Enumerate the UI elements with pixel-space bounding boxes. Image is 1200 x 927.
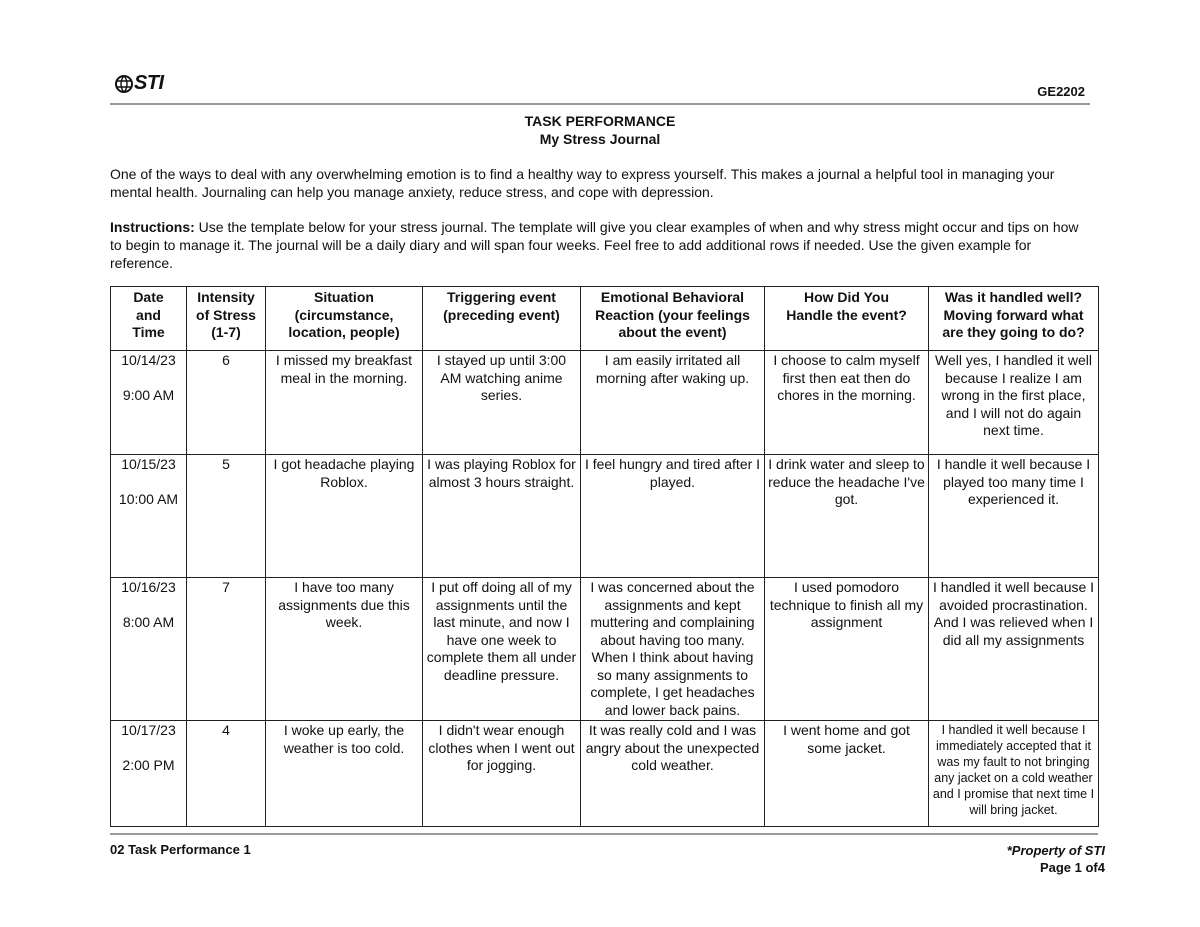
sti-globe-icon (115, 74, 133, 94)
date-time-cell (111, 351, 187, 455)
intro-paragraph: One of the ways to deal with any overwhelming emotion is to find a healthy way to express yourself. This makes a journal a helpful tool in managing your mental health. Journaling can help you manage anxiety, reduce stress, and cope with depression. (110, 166, 1055, 200)
page-title: TASK PERFORMANCE (524, 113, 676, 129)
handled-well-cell: I handle it well because I played too many time I experienced it. (929, 455, 1099, 578)
table-row (111, 721, 1099, 827)
situation-cell: I missed my breakfast meal in the morning. (266, 351, 423, 455)
header-triggering-event: Triggering event (preceding event) (423, 287, 581, 351)
table-row (111, 578, 1099, 721)
reaction-cell: I am easily irritated all morning after waking up. (581, 351, 765, 455)
trigger-cell: I didn't wear enough clothes when I went out for jogging. (423, 721, 581, 827)
header-handled-well: Was it handled well? Moving forward what are they going to do? (929, 287, 1099, 351)
footer-course-label: 02 Task Performance 1 (110, 842, 251, 857)
header-divider (110, 103, 1090, 105)
reaction-cell: I feel hungry and tired after I played. (581, 455, 765, 578)
date-time-cell (111, 721, 187, 827)
intensity-cell: 6 (187, 351, 266, 455)
entry-date: 10/17/23 (121, 722, 176, 738)
header-how-handled: How Did You Handle the event? (765, 287, 929, 351)
instructions-label: Instructions: (110, 219, 195, 235)
table-header-row (111, 287, 1099, 351)
instructions-paragraph (110, 218, 1092, 272)
footer-right (1007, 842, 1105, 876)
table-row (111, 351, 1099, 455)
entry-date: 10/16/23 (121, 579, 176, 595)
page-number: Page 1 of4 (1039, 860, 1105, 875)
property-notice: *Property of STI (1006, 843, 1105, 858)
handled-cell: I went home and got some jacket. (765, 721, 929, 827)
reaction-cell: It was really cold and I was angry about the unexpected cold weather. (581, 721, 765, 827)
trigger-cell: I put off doing all of my assignments until the last minute, and now I have one week to complete them all under deadline pressure. (423, 578, 581, 721)
entry-date: 10/14/23 (121, 352, 176, 368)
footer-divider (110, 833, 1098, 835)
handled-well-cell: I handled it well because I avoided procrastination. And I was relieved when I did all my assignments (929, 578, 1099, 721)
handled-well-cell: Well yes, I handled it well because I realize I am wrong in the first place, and I will not do again next time. (929, 351, 1099, 455)
date-time-cell (111, 455, 187, 578)
handled-cell: I used pomodoro technique to finish all my assignment (765, 578, 929, 721)
trigger-cell: I stayed up until 3:00 AM watching anime series. (423, 351, 581, 455)
intensity-cell: 7 (187, 578, 266, 721)
entry-time: 8:00 AM (122, 614, 175, 630)
handled-well-cell: I handled it well because I immediately accepted that it was my fault to not bringing any jacket on a cold weather and I promise that next time I will bring jacket. (929, 721, 1099, 827)
header-emotional-reaction: Emotional Behavioral Reaction (your feelings about the event) (581, 287, 765, 351)
entry-date: 10/15/23 (121, 456, 176, 472)
reaction-cell: I was concerned about the assignments and kept muttering and complaining about having too many. When I think about having so many assignments to complete, I get headaches and lower back pains. (581, 578, 765, 721)
trigger-cell: I was playing Roblox for almost 3 hours straight. (423, 455, 581, 578)
entry-time: 2:00 PM (122, 757, 175, 773)
table-row (111, 455, 1099, 578)
document-code: GE2202 (1037, 84, 1085, 99)
sti-logo (115, 72, 164, 95)
situation-cell: I woke up early, the weather is too cold. (266, 721, 423, 827)
instructions-text: Use the template below for your stress journal. The template will give you clear examples of when and why stress might occur and tips on how to begin to manage it. The journal will be a daily diary and will span four weeks. Feel free to add additional rows if needed. Use the given example for reference. (110, 219, 1079, 271)
stress-journal-table (110, 286, 1099, 827)
entry-time: 10:00 AM (118, 491, 179, 507)
handled-cell: I choose to calm myself first then eat then do chores in the morning. (765, 351, 929, 455)
situation-cell: I have too many assignments due this week. (266, 578, 423, 721)
logo-text: STI (134, 72, 164, 94)
intensity-cell: 5 (187, 455, 266, 578)
header-intensity: Intensity of Stress (1-7) (187, 287, 266, 351)
header-situation: Situation (circumstance, location, people) (266, 287, 423, 351)
page-subtitle: My Stress Journal (539, 131, 661, 147)
entry-time: 9:00 AM (122, 387, 175, 403)
situation-cell: I got headache playing Roblox. (266, 455, 423, 578)
intensity-cell: 4 (187, 721, 266, 827)
handled-cell: I drink water and sleep to reduce the headache I've got. (765, 455, 929, 578)
date-time-cell (111, 578, 187, 721)
header-date-time: Date and Time (111, 287, 187, 351)
